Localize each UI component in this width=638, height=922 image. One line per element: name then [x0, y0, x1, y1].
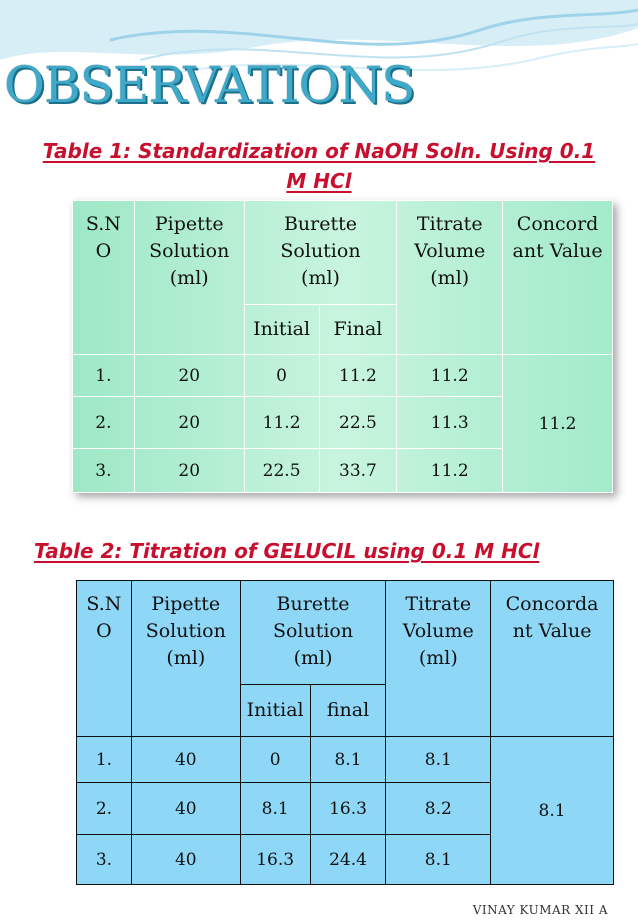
t1-cell-initial: 0 [244, 355, 319, 397]
t1-header-concordant: Concord ant Value [503, 201, 613, 355]
t1-cell-initial: 11.2 [244, 397, 319, 449]
t2-header-sno: S.N O [77, 581, 132, 737]
table2-caption: Table 2: Titration of GELUCIL using 0.1 M HCl [34, 539, 540, 563]
t1-cell-sno: 1. [73, 355, 135, 397]
t1-cell-pipette: 20 [134, 397, 244, 449]
t2-cell-initial: 8.1 [240, 783, 310, 835]
t1-cell-titrate: 11.3 [397, 397, 503, 449]
t1-cell-final: 22.5 [319, 397, 397, 449]
t2-header-final: final [310, 685, 386, 737]
table1-standardization [72, 200, 613, 493]
table2-titration [76, 580, 614, 885]
t2-header-initial: Initial [240, 685, 310, 737]
t2-header-burette: Burette Solution (ml) [240, 581, 386, 685]
t1-cell-titrate: 11.2 [397, 355, 503, 397]
t1-cell-final: 33.7 [319, 449, 397, 493]
t2-cell-pipette: 40 [131, 783, 240, 835]
t1-header-final: Final [319, 305, 397, 355]
t2-cell-initial: 16.3 [240, 835, 310, 885]
t1-cell-sno: 3. [73, 449, 135, 493]
t1-cell-pipette: 20 [134, 355, 244, 397]
t1-header-titrate: Titrate Volume (ml) [397, 201, 503, 355]
t2-cell-sno: 3. [77, 835, 132, 885]
t2-cell-pipette: 40 [131, 737, 240, 783]
t2-cell-sno: 1. [77, 737, 132, 783]
footer-author: VINAY KUMAR XII A [472, 903, 608, 917]
t2-header-concordant: Concorda nt Value [491, 581, 614, 737]
t2-cell-titrate: 8.1 [386, 737, 491, 783]
table-row [73, 355, 613, 397]
t2-cell-initial: 0 [240, 737, 310, 783]
t2-cell-sno: 2. [77, 783, 132, 835]
t1-header-burette: Burette Solution (ml) [244, 201, 397, 305]
t2-cell-final: 24.4 [310, 835, 386, 885]
t2-cell-pipette: 40 [131, 835, 240, 885]
t2-cell-titrate: 8.1 [386, 835, 491, 885]
t1-cell-sno: 2. [73, 397, 135, 449]
t1-cell-concordant: 11.2 [503, 355, 613, 493]
table1-caption-line2: M HCl [286, 169, 352, 193]
page-title: OBSERVATIONS [4, 56, 415, 114]
table-row [77, 737, 614, 783]
t2-header-titrate: Titrate Volume (ml) [386, 581, 491, 737]
t1-cell-final: 11.2 [319, 355, 397, 397]
table1-caption [8, 136, 630, 196]
t1-cell-titrate: 11.2 [397, 449, 503, 493]
table1-caption-line1: Table 1: Standardization of NaOH Soln. Using 0.1 [42, 139, 596, 163]
t1-header-sno: S.N O [73, 201, 135, 355]
t2-header-pipette: Pipette Solution (ml) [131, 581, 240, 737]
t1-header-initial: Initial [244, 305, 319, 355]
t2-cell-titrate: 8.2 [386, 783, 491, 835]
t1-cell-initial: 22.5 [244, 449, 319, 493]
t1-cell-pipette: 20 [134, 449, 244, 493]
t2-cell-final: 16.3 [310, 783, 386, 835]
t2-cell-concordant: 8.1 [491, 737, 614, 885]
t1-header-pipette: Pipette Solution (ml) [134, 201, 244, 355]
t2-cell-final: 8.1 [310, 737, 386, 783]
